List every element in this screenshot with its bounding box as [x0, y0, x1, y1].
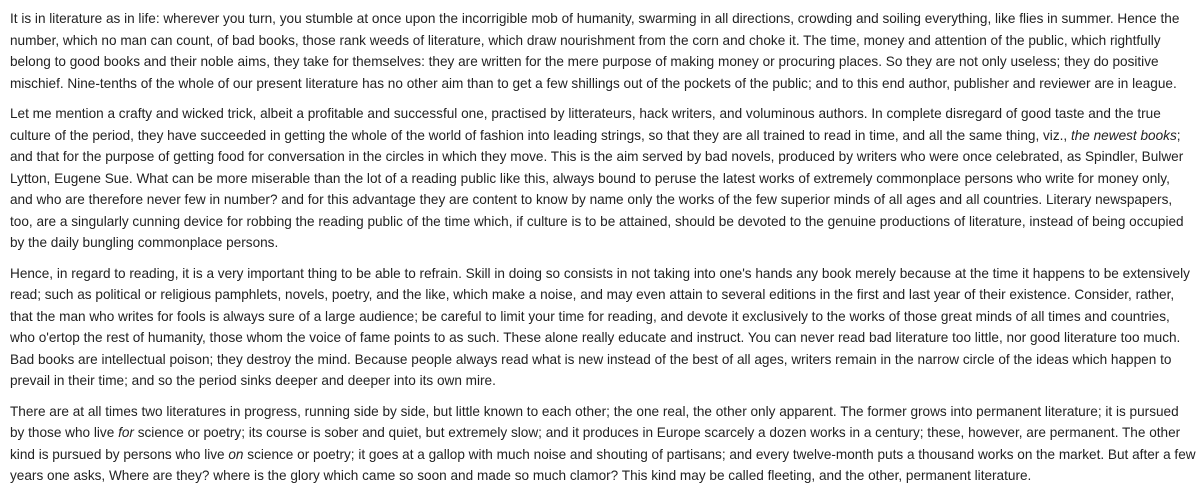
- paragraph-4-emphasis-on: on: [228, 446, 244, 462]
- paragraph-4-text-a: There are at all times two literatures in progress, running side by side, but little known to each other; the one real, the other only apparent. The former grows into permanent literature; it is pursued by those who live: [10, 403, 1179, 440]
- paragraph-2-text-a: Let me mention a crafty and wicked trick, albeit a profitable and successful one, practised by litterateurs, hack writers, and voluminous authors. In complete disregard of good taste and the true culture of the period, they have succeeded in getting the whole of the world of fashion into leading strings, so that they are all trained to read in time, and all the same thing, viz.,: [10, 106, 1161, 143]
- paragraph-1-text: It is in literature as in life: wherever you turn, you stumble at once upon the incorrigible mob of humanity, swarming in all directions, crowding and soiling everything, like flies in summer. Hence the number, which no man can count, of bad books, those rank weeds of literature, which draw nourishment from the corn and choke it. The time, money and attention of the public, which rightfully belong to good books and their noble aims, they take for themselves: they are written for the mere purpose of making money or procuring places. So they are not only useless; they do positive mischief. Nine-tenths of the whole of our present literature has no other aim than to get a few shillings out of the pockets of the public; and to this end author, publisher and reviewer are in league.: [10, 11, 1180, 91]
- paragraph-2-text-b: ; and that for the purpose of getting food for conversation in the circles in which they move. This is the aim served by bad novels, produced by writers who were once celebrated, as Spindler, Bulwer Lytton, Eugene Sue. What can be more miserable than the lot of a reading public like this, always bound to peruse the latest works of extremely commonplace persons who write for money only, and who are therefore never few in number? and for this advantage they are content to know by name only the works of the few superior minds of all ages and all countries. Literary newspapers, too, are a singularly cunning device for robbing the reading public of the time which, if culture is to be attained, should be devoted to the genuine productions of literature, instead of being occupied by the daily bungling commonplace persons.: [10, 127, 1184, 250]
- paragraph-4-text-c: science or poetry; it goes at a gallop with much noise and shouting of partisans; and every twelve-month puts a thousand works on the market. But after a few years one asks, Where are they? where is the glory which came so soon and made so much clamor? This kind may be called fleeting, and the other, permanent literature.: [10, 446, 1196, 483]
- paragraph-2: [10, 103, 1196, 254]
- paragraph-2-emphasis: the newest books: [1070, 127, 1177, 143]
- paragraph-4-emphasis-for: for: [118, 425, 134, 440]
- paragraph-1: [10, 8, 1196, 94]
- paragraph-3: [10, 263, 1196, 392]
- paragraph-3-text: Hence, in regard to reading, it is a very important thing to be able to refrain. Skill in doing so consists in not taking into one's hands any book merely because at the time it happens to be extensively read; such as political or religious pamphlets, novels, poetry, and the like, which make a noise, and may even attain to several editions in the first and last year of their existence. Consider, rather, that the man who writes for fools is always sure of a large audience; be careful to limit your time for reading, and devote it exclusively to the works of those great minds of all times and countries, who o'ertop the rest of humanity, those whom the voice of fame points to as such. These alone really educate and instruct. You can never read bad literature too little, nor good literature too much. Bad books are intellectual poison; they destroy the mind. Because people always read what is new instead of the best of all ages, writers remain in the narrow circle of the ideas which happen to prevail in their time; and so the period sinks deeper and deeper into its own mire.: [10, 265, 1190, 388]
- paragraph-4-text-b: science or poetry; its course is sober and quiet, but extremely slow; and it produces in Europe scarcely a dozen works in a century; these, however, are permanent. The other kind is pursued by persons who live: [10, 425, 1181, 462]
- paragraph-4: [10, 401, 1196, 487]
